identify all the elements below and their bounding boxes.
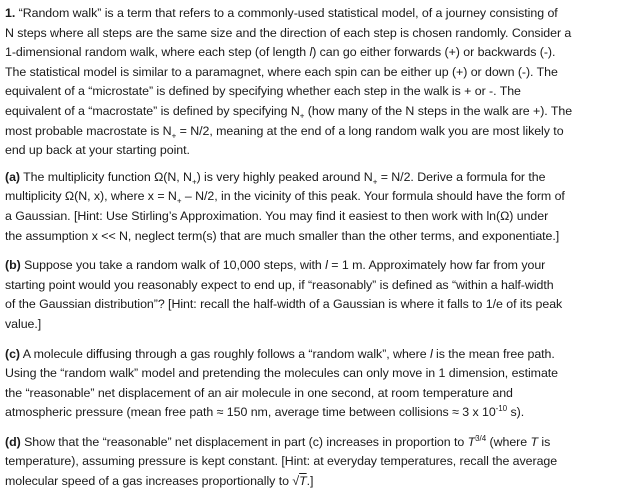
part-d-text: molecular speed of a gas increases proportionally to xyxy=(5,474,293,489)
intro-line-3b: ) can go either forwards (+) or backwards (-). xyxy=(312,45,556,60)
part-c xyxy=(5,345,631,423)
part-d-text: temperature), assuming pressure is kept constant. [Hint: at everyday temperatures, recall the average xyxy=(5,454,558,469)
temperature-symbol: T xyxy=(530,434,539,449)
part-b-text: value.] xyxy=(5,316,42,331)
step-length-symbol: l xyxy=(325,258,328,273)
intro-line-7b: = N/2, meaning at the end of a long random walk you are most likely to xyxy=(176,123,564,138)
part-c-text: is the mean free path. xyxy=(432,346,555,361)
intro-line-3a: 1-dimensional random walk, where each step (of length xyxy=(5,45,310,60)
intro-line-2: N steps where all steps are the same size and the direction of each step is chosen randomly. Consider a xyxy=(5,25,572,40)
part-d-text: (where xyxy=(486,434,531,449)
part-c-text: the “reasonable” net displacement of an air molecule in one second, at room temperature and xyxy=(5,385,513,400)
part-c-label: (c) xyxy=(5,346,20,361)
part-d-text: Show that the “reasonable” net displacement in part (c) increases in proportion to xyxy=(20,434,468,449)
intro-line-5: equivalent of a “microstate” is defined by specifying whether each step in the walk is + or -. The xyxy=(5,84,521,99)
problem-number: 1. xyxy=(5,6,16,20)
n-plus-subscript: + xyxy=(299,111,305,121)
part-a-text: = N/2. Derive a formula for the xyxy=(377,169,546,184)
part-c-text: A molecule diffusing through a gas roughly follows a “random walk”, where xyxy=(20,346,430,361)
part-a-text: the assumption x << N, neglect term(s) that are much smaller than the other terms, and exponentiate.] xyxy=(5,228,560,243)
problem-intro xyxy=(5,4,631,161)
radical-sign: √ xyxy=(292,474,300,489)
part-a-label: (a) xyxy=(5,169,20,184)
part-b-text: = 1 m. Approximately how far from your xyxy=(327,258,546,273)
n-plus-subscript: + xyxy=(372,177,378,187)
exponent: 3/4 xyxy=(475,433,487,443)
part-c-text: Using the “random walk” model and pretending the molecules can only move in 1 dimension, estimate xyxy=(5,366,559,381)
n-plus-subscript: + xyxy=(176,196,182,206)
part-b-text: Suppose you take a random walk of 10,000 steps, with xyxy=(20,258,326,273)
problem-document xyxy=(5,4,631,502)
intro-line-7a: most probable macrostate is N xyxy=(5,123,172,138)
temperature-symbol: T xyxy=(467,434,476,449)
temperature-symbol: T xyxy=(299,474,307,489)
part-a-text: – N/2, in the vicinity of this peak. Your formula should have the form of xyxy=(181,189,565,204)
intro-line-1: “Random walk” is a term that refers to a commonly-used statistical model, of a journey consisting of xyxy=(18,6,558,20)
part-a-text: The multiplicity function Ω(N, N xyxy=(20,169,192,184)
mean-free-path-symbol: l xyxy=(429,346,433,361)
n-plus-subscript: + xyxy=(171,131,177,141)
part-d xyxy=(5,433,631,492)
part-b-text: of the Gaussian distribution”? [Hint: recall the half-width of a Gaussian is where it falls to 1/e of its peak xyxy=(5,297,563,312)
part-b-text: starting point would you reasonably expect to end up, if “reasonably” is defined as “within a half-width xyxy=(5,277,554,292)
part-a-text: ) is very highly peaked around N xyxy=(196,169,373,184)
part-d-text: .] xyxy=(306,474,314,489)
intro-line-8: end up back at your starting point. xyxy=(5,143,190,158)
part-a-text: a Gaussian. [Hint: Use Stirling’s Approximation. You may find it easiest to then work with ln(Ω) under xyxy=(5,208,549,223)
n-plus-subscript: + xyxy=(191,177,197,187)
exponent: -10 xyxy=(495,404,508,414)
part-c-text: atmospheric pressure (mean free path ≈ 150 nm, average time between collisions ≈ 3 x 10 xyxy=(5,405,496,420)
intro-line-6b: (how many of the N steps in the walk are +). The xyxy=(304,103,573,118)
intro-line-6a: equivalent of a “macrostate” is defined by specifying N xyxy=(5,103,300,118)
part-b xyxy=(5,256,631,334)
part-a-text: multiplicity Ω(N, x), where x = N xyxy=(5,189,177,204)
part-d-label: (d) xyxy=(5,434,21,449)
part-a xyxy=(5,168,631,246)
part-b-label: (b) xyxy=(5,258,21,273)
step-length-symbol: l xyxy=(309,45,313,60)
part-c-text: s). xyxy=(507,405,525,420)
intro-line-4: The statistical model is similar to a paramagnet, where each spin can be either up (+) or down (-). The xyxy=(5,64,558,79)
part-d-text: is xyxy=(538,434,551,449)
sqrt-symbol xyxy=(292,472,306,492)
